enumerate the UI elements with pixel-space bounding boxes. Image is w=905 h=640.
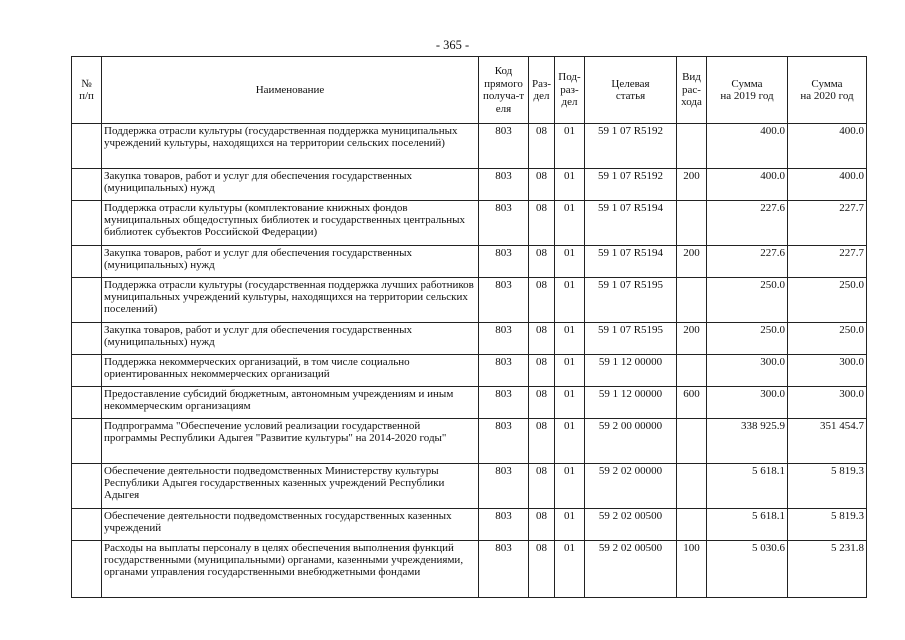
row-code: 803 xyxy=(479,464,529,509)
row-expense-type: 200 xyxy=(677,169,707,201)
row-target: 59 2 02 00500 xyxy=(585,509,677,541)
row-expense-type xyxy=(677,201,707,246)
row-sum-2019: 5 030.6 xyxy=(707,541,788,598)
row-section: 08 xyxy=(529,509,555,541)
row-subsection: 01 xyxy=(555,464,585,509)
row-code: 803 xyxy=(479,355,529,387)
table-row xyxy=(72,419,867,464)
row-section: 08 xyxy=(529,201,555,246)
header-subsection: Под- раз- дел xyxy=(555,57,585,124)
table-row xyxy=(72,278,867,323)
row-subsection: 01 xyxy=(555,278,585,323)
row-name: Расходы на выплаты персоналу в целях обеспечения выполнения функций государственными (муниципальными) органами, казенными учреждениями, органами управления государственными внебюджетными фондами xyxy=(102,541,479,598)
row-sum-2020: 5 819.3 xyxy=(788,509,867,541)
header-num: № п/п xyxy=(72,57,102,124)
row-target: 59 2 02 00500 xyxy=(585,541,677,598)
header-expense-type: Вид рас- хода xyxy=(677,57,707,124)
row-sum-2020: 250.0 xyxy=(788,323,867,355)
row-code: 803 xyxy=(479,419,529,464)
table-row xyxy=(72,323,867,355)
row-target: 59 1 07 R5192 xyxy=(585,169,677,201)
row-code: 803 xyxy=(479,124,529,169)
row-expense-type: 200 xyxy=(677,323,707,355)
header-code: Код прямого получа-т еля xyxy=(479,57,529,124)
row-expense-type xyxy=(677,278,707,323)
row-sum-2020: 5 819.3 xyxy=(788,464,867,509)
table-row xyxy=(72,464,867,509)
row-section: 08 xyxy=(529,464,555,509)
row-num xyxy=(72,246,102,278)
row-name: Обеспечение деятельности подведомственных Министерству культуры Республики Адыгея государственных казенных учреждений Республики Адыгея xyxy=(102,464,479,509)
row-subsection: 01 xyxy=(555,419,585,464)
row-num xyxy=(72,124,102,169)
table-row xyxy=(72,124,867,169)
row-name: Поддержка отрасли культуры (государственная поддержка лучших работников муниципальных учреждений культуры, находящихся на территории сельских поселений) xyxy=(102,278,479,323)
row-expense-type xyxy=(677,464,707,509)
table-row xyxy=(72,246,867,278)
table-row xyxy=(72,541,867,598)
budget-table xyxy=(71,56,867,598)
row-section: 08 xyxy=(529,278,555,323)
row-code: 803 xyxy=(479,246,529,278)
row-sum-2019: 400.0 xyxy=(707,169,788,201)
table-header-row xyxy=(72,57,867,124)
row-name: Поддержка отрасли культуры (государственная поддержка муниципальных учреждений культуры, находящихся на территории сельских поселений) xyxy=(102,124,479,169)
row-num xyxy=(72,323,102,355)
row-code: 803 xyxy=(479,169,529,201)
row-num xyxy=(72,278,102,323)
row-target: 59 2 00 00000 xyxy=(585,419,677,464)
row-subsection: 01 xyxy=(555,169,585,201)
row-num xyxy=(72,355,102,387)
row-num xyxy=(72,509,102,541)
row-expense-type: 600 xyxy=(677,387,707,419)
row-name: Закупка товаров, работ и услуг для обеспечения государственных (муниципальных) нужд xyxy=(102,246,479,278)
row-sum-2019: 300.0 xyxy=(707,387,788,419)
row-subsection: 01 xyxy=(555,246,585,278)
row-target: 59 1 07 R5194 xyxy=(585,201,677,246)
row-num xyxy=(72,201,102,246)
row-sum-2019: 227.6 xyxy=(707,201,788,246)
header-section: Раз- дел xyxy=(529,57,555,124)
row-expense-type: 100 xyxy=(677,541,707,598)
row-section: 08 xyxy=(529,387,555,419)
row-target: 59 1 07 R5194 xyxy=(585,246,677,278)
table-row xyxy=(72,201,867,246)
row-sum-2020: 300.0 xyxy=(788,355,867,387)
row-sum-2020: 250.0 xyxy=(788,278,867,323)
row-subsection: 01 xyxy=(555,201,585,246)
header-name: Наименование xyxy=(102,57,479,124)
row-expense-type xyxy=(677,355,707,387)
row-code: 803 xyxy=(479,387,529,419)
page-number: - 365 - xyxy=(435,38,470,52)
row-section: 08 xyxy=(529,541,555,598)
row-sum-2020: 300.0 xyxy=(788,387,867,419)
table-row xyxy=(72,355,867,387)
row-sum-2020: 400.0 xyxy=(788,169,867,201)
row-section: 08 xyxy=(529,355,555,387)
row-target: 59 1 12 00000 xyxy=(585,387,677,419)
row-sum-2020: 351 454.7 xyxy=(788,419,867,464)
row-sum-2020: 400.0 xyxy=(788,124,867,169)
row-name: Поддержка некоммерческих организаций, в том числе социально ориентированных некоммерческих организаций xyxy=(102,355,479,387)
row-sum-2019: 250.0 xyxy=(707,323,788,355)
row-expense-type xyxy=(677,419,707,464)
row-section: 08 xyxy=(529,169,555,201)
row-target: 59 2 02 00000 xyxy=(585,464,677,509)
row-target: 59 1 07 R5192 xyxy=(585,124,677,169)
row-section: 08 xyxy=(529,323,555,355)
row-name: Закупка товаров, работ и услуг для обеспечения государственных (муниципальных) нужд xyxy=(102,323,479,355)
row-sum-2019: 5 618.1 xyxy=(707,509,788,541)
row-code: 803 xyxy=(479,278,529,323)
row-sum-2019: 300.0 xyxy=(707,355,788,387)
row-section: 08 xyxy=(529,419,555,464)
table-row xyxy=(72,387,867,419)
header-sum-2020: Сумма на 2020 год xyxy=(788,57,867,124)
row-sum-2019: 227.6 xyxy=(707,246,788,278)
row-code: 803 xyxy=(479,323,529,355)
row-num xyxy=(72,464,102,509)
row-sum-2019: 338 925.9 xyxy=(707,419,788,464)
row-sum-2020: 5 231.8 xyxy=(788,541,867,598)
row-name: Обеспечение деятельности подведомственных государственных казенных учреждений xyxy=(102,509,479,541)
row-sum-2019: 250.0 xyxy=(707,278,788,323)
row-code: 803 xyxy=(479,509,529,541)
row-expense-type: 200 xyxy=(677,246,707,278)
table-body xyxy=(72,124,867,598)
row-section: 08 xyxy=(529,124,555,169)
row-code: 803 xyxy=(479,541,529,598)
header-sum-2019: Сумма на 2019 год xyxy=(707,57,788,124)
row-sum-2020: 227.7 xyxy=(788,201,867,246)
row-subsection: 01 xyxy=(555,387,585,419)
row-target: 59 1 12 00000 xyxy=(585,355,677,387)
table-row xyxy=(72,169,867,201)
row-subsection: 01 xyxy=(555,323,585,355)
row-expense-type xyxy=(677,124,707,169)
row-sum-2019: 5 618.1 xyxy=(707,464,788,509)
row-num xyxy=(72,169,102,201)
row-num xyxy=(72,387,102,419)
row-target: 59 1 07 R5195 xyxy=(585,323,677,355)
row-name: Поддержка отрасли культуры (комплектование книжных фондов муниципальных общедоступных библиотек и государственных центральных библиотек субъектов Российской Федерации) xyxy=(102,201,479,246)
row-subsection: 01 xyxy=(555,509,585,541)
row-sum-2019: 400.0 xyxy=(707,124,788,169)
row-num xyxy=(72,541,102,598)
table-row xyxy=(72,509,867,541)
row-subsection: 01 xyxy=(555,541,585,598)
row-sum-2020: 227.7 xyxy=(788,246,867,278)
row-name: Подпрограмма "Обеспечение условий реализации государственной программы Республики Адыгея "Развитие культуры" на 2014-2020 годы" xyxy=(102,419,479,464)
row-expense-type xyxy=(677,509,707,541)
row-target: 59 1 07 R5195 xyxy=(585,278,677,323)
row-num xyxy=(72,419,102,464)
row-name: Предоставление субсидий бюджетным, автономным учреждениям и иным некоммерческим организациям xyxy=(102,387,479,419)
row-subsection: 01 xyxy=(555,355,585,387)
header-target: Целевая статья xyxy=(585,57,677,124)
row-code: 803 xyxy=(479,201,529,246)
row-section: 08 xyxy=(529,246,555,278)
row-subsection: 01 xyxy=(555,124,585,169)
row-name: Закупка товаров, работ и услуг для обеспечения государственных (муниципальных) нужд xyxy=(102,169,479,201)
